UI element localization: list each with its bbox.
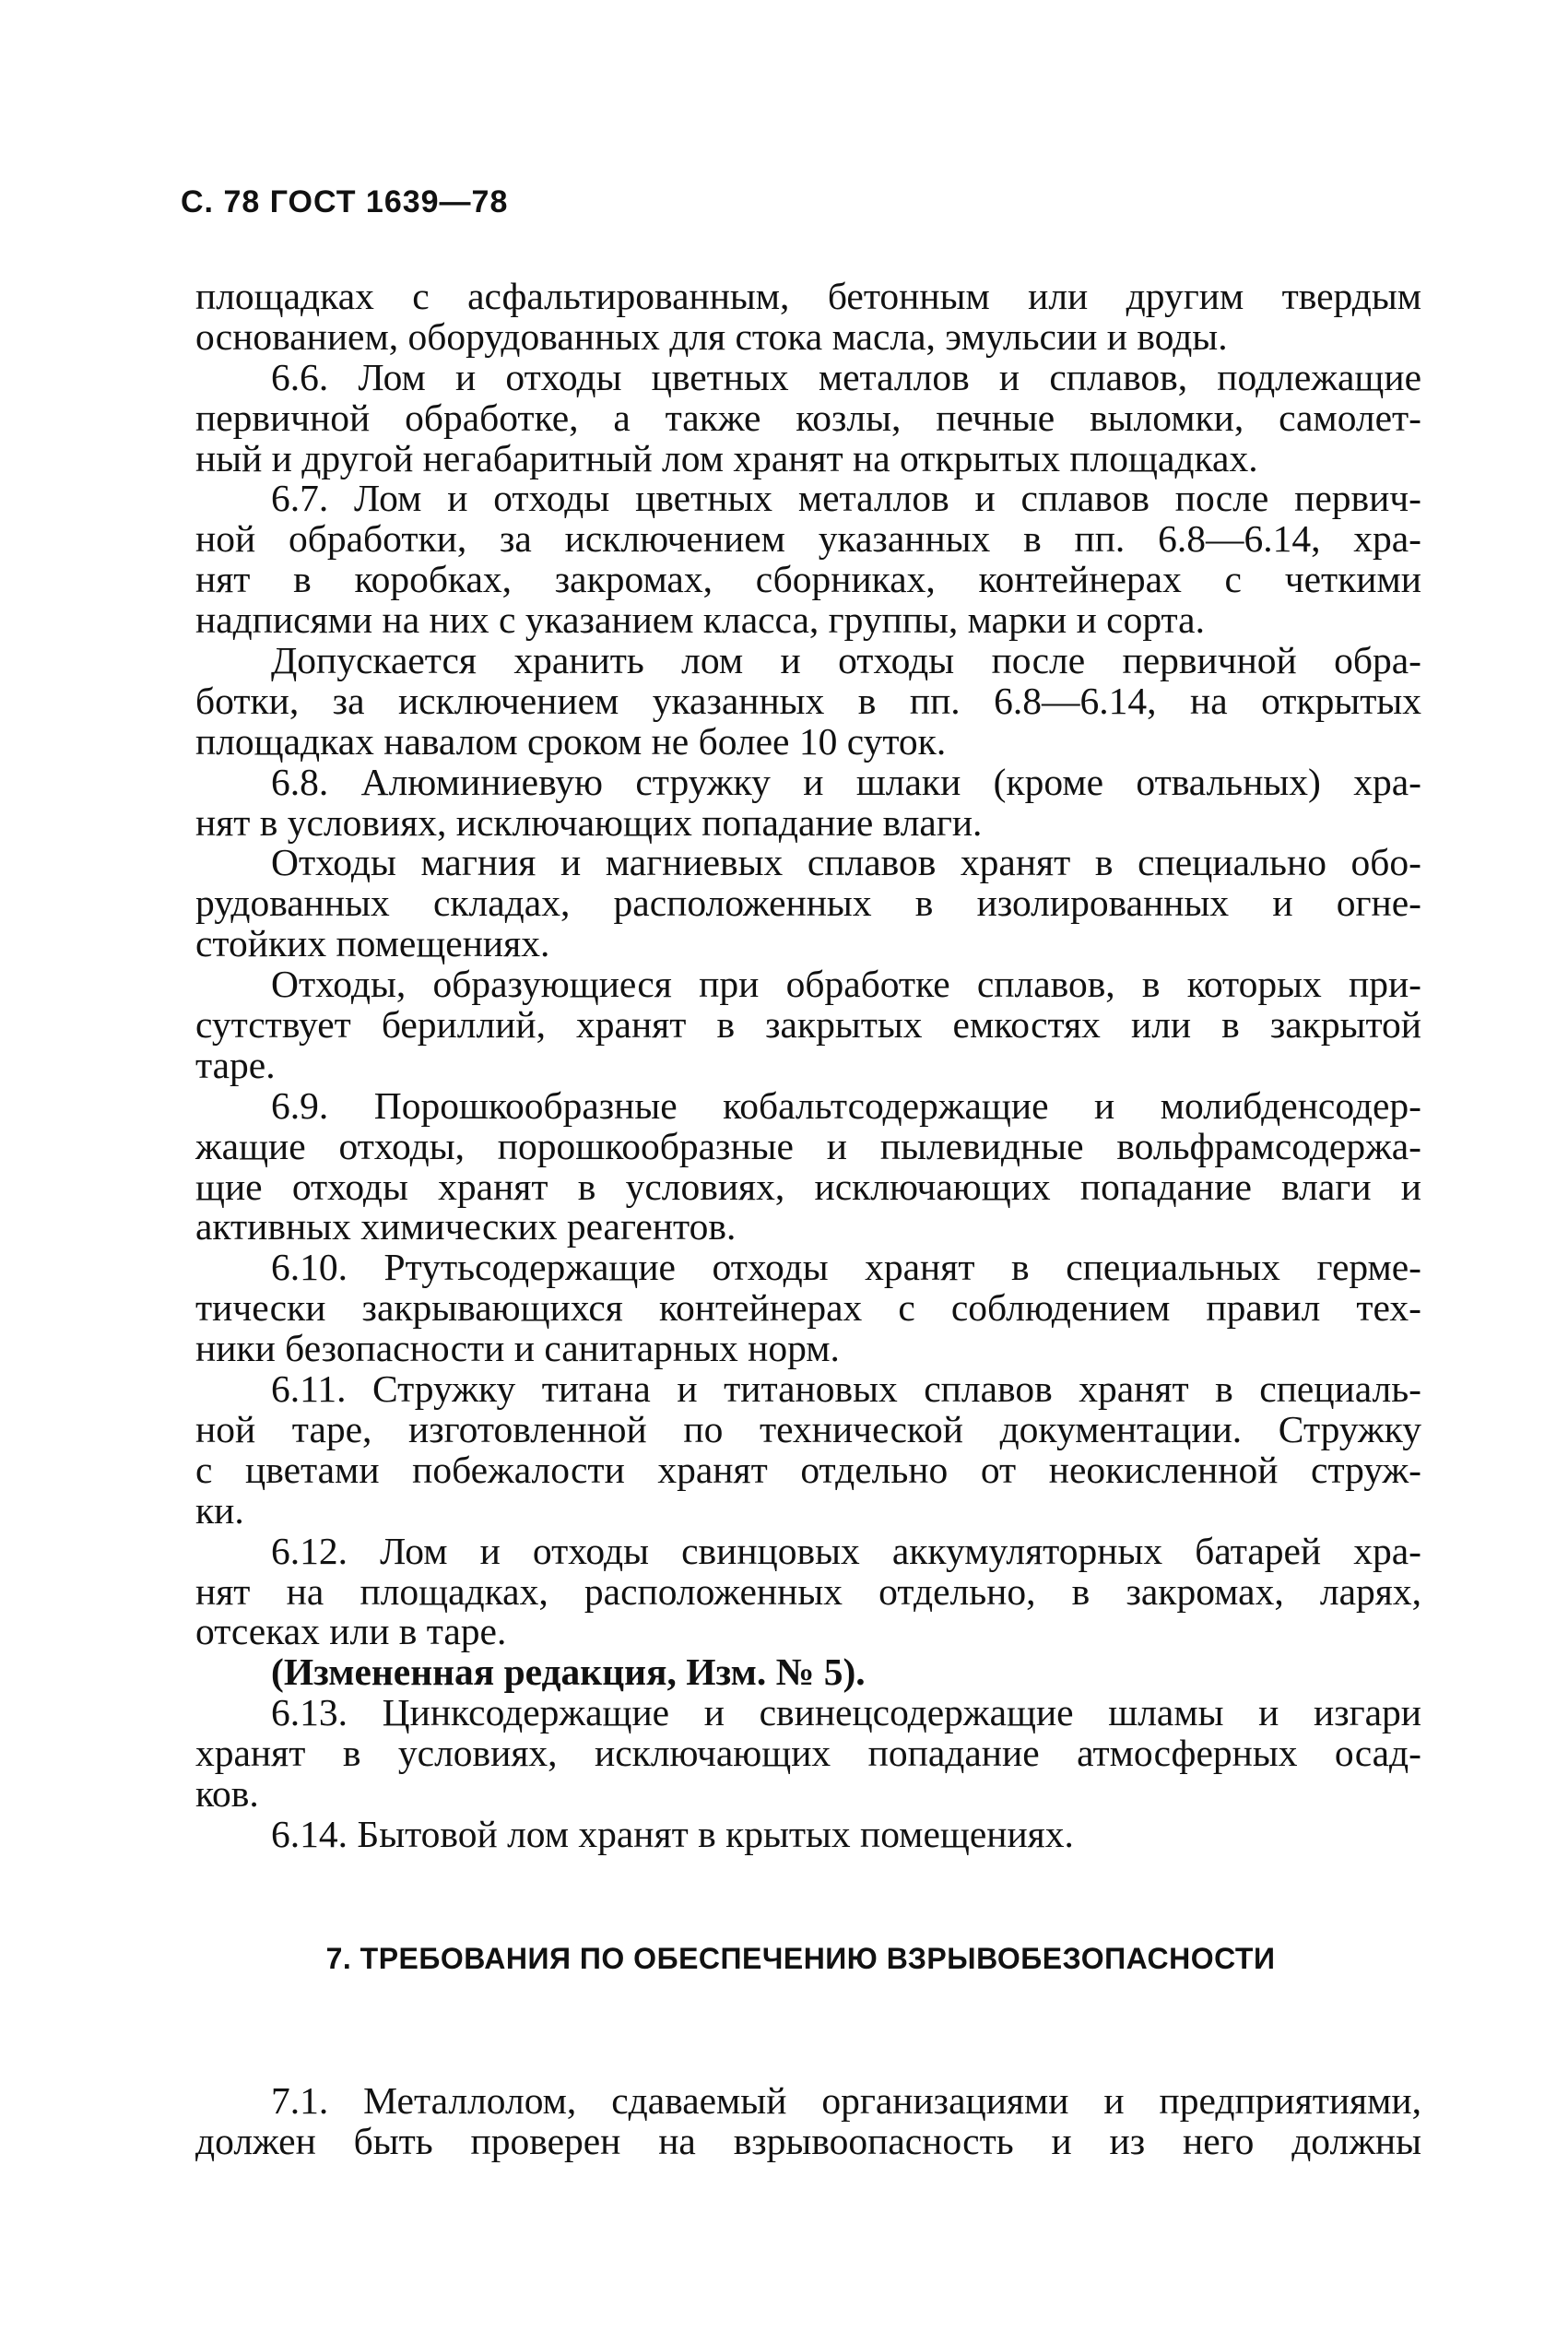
text-line: 6.10. Ртутьсодержащие отходы хранят в специальных герме- bbox=[271, 1246, 1421, 1289]
text-line: площадках с асфальтированным, бетонным или другим твердым bbox=[195, 275, 1421, 317]
text-line: жащие отходы, порошкообразные и пылевидные вольфрамсодержа- bbox=[195, 1124, 1421, 1167]
text-line: 6.7. Лом и отходы цветных металлов и сплавов после первич- bbox=[271, 477, 1421, 520]
text-line: рудованных складах, расположенных в изолированных и огне- bbox=[195, 882, 1421, 925]
text-line: сутствует бериллий, хранят в закрытых емкостях или в закрытой bbox=[195, 1003, 1421, 1047]
text-line: первичной обработке, а также козлы, печные выломки, самолет- bbox=[195, 396, 1421, 439]
text-line: активных химических реагентов. bbox=[195, 1205, 737, 1248]
text-line: с цветами побежалости хранят отдельно от неокисленной струж- bbox=[195, 1448, 1421, 1491]
body-text bbox=[195, 277, 1421, 1855]
text-line: площадках навалом сроком не более 10 суток. bbox=[195, 719, 947, 763]
text-line: должен быть проверен на взрывоопасность и из него должны bbox=[195, 2119, 1421, 2162]
text-line: ной таре, изготовленной по технической документации. Стружку bbox=[195, 1407, 1421, 1450]
text-line: щие отходы хранят в условиях, исключающих попадание влаги и bbox=[195, 1165, 1421, 1208]
text-line: нят на площадках, расположенных отдельно, в закромах, ларях, bbox=[195, 1569, 1421, 1613]
text-line: 6.14. Бытовой лом хранят в крытых помещениях. bbox=[271, 1812, 1074, 1855]
text-line: ков. bbox=[195, 1771, 259, 1815]
text-line: Отходы, образующиеся при обработке сплавов, в которых при- bbox=[271, 963, 1421, 1006]
text-line: (Измененная редакция, Изм. № 5). bbox=[271, 1651, 866, 1694]
text-line: хранят в условиях, исключающих попадание атмосферных осад- bbox=[195, 1732, 1421, 1775]
text-line: ный и другой негабаритный лом хранят на открытых площадках. bbox=[195, 436, 1258, 479]
text-line: нят в условиях, исключающих попадание влаги. bbox=[195, 800, 983, 844]
page-header: С. 78 ГОСТ 1639—78 bbox=[181, 184, 509, 219]
text-line: 6.13. Цинксодержащие и свинецсодержащие шламы и изгари bbox=[271, 1691, 1421, 1734]
text-line: ки. bbox=[195, 1488, 244, 1532]
text-line: ной обработки, за исключением указанных в пп. 6.8—6.14, хра- bbox=[195, 517, 1421, 561]
text-line: 6.9. Порошкообразные кобальтсодержащие и молибденсодер- bbox=[271, 1083, 1421, 1127]
text-line: надписями на них с указанием класса, группы, марки и сорта. bbox=[195, 598, 1205, 642]
text-line: Допускается хранить лом и отходы после первичной обра- bbox=[271, 639, 1421, 682]
text-line: таре. bbox=[195, 1043, 276, 1086]
text-line: 6.12. Лом и отходы свинцовых аккумуляторных батарей хра- bbox=[271, 1529, 1421, 1572]
section-title: 7. ТРЕБОВАНИЯ ПО ОБЕСПЕЧЕНИЮ ВЗРЫВОБЕЗОПАСНОСТИ bbox=[325, 1942, 1276, 1975]
section-body bbox=[195, 2080, 1421, 2161]
text-line: нят в коробках, закромах, сборниках, контейнерах с четкими bbox=[195, 558, 1421, 601]
text-line: 6.6. Лом и отходы цветных металлов и сплавов, подлежащие bbox=[271, 355, 1421, 398]
text-line: 7.1. Металлолом, сдаваемый организациями и предприятиями, bbox=[271, 2079, 1421, 2122]
text-line: стойких помещениях. bbox=[195, 922, 550, 965]
text-line: ники безопасности и санитарных норм. bbox=[195, 1327, 840, 1370]
text-line: основанием, оборудованных для стока масла, эмульсии и воды. bbox=[195, 314, 1228, 358]
text-line: Отходы магния и магниевых сплавов хранят в специально обо- bbox=[271, 841, 1421, 884]
text-line: ботки, за исключением указанных в пп. 6.8—6.14, на открытых bbox=[195, 679, 1421, 722]
text-line: тически закрывающихся контейнерах с соблюдением правил тех- bbox=[195, 1286, 1421, 1330]
text-line: отсеках или в таре. bbox=[195, 1610, 507, 1653]
text-line: 6.8. Алюминиевую стружку и шлаки (кроме отвальных) хра- bbox=[271, 760, 1421, 803]
text-line: 6.11. Стружку титана и титановых сплавов хранят в специаль- bbox=[271, 1367, 1421, 1411]
